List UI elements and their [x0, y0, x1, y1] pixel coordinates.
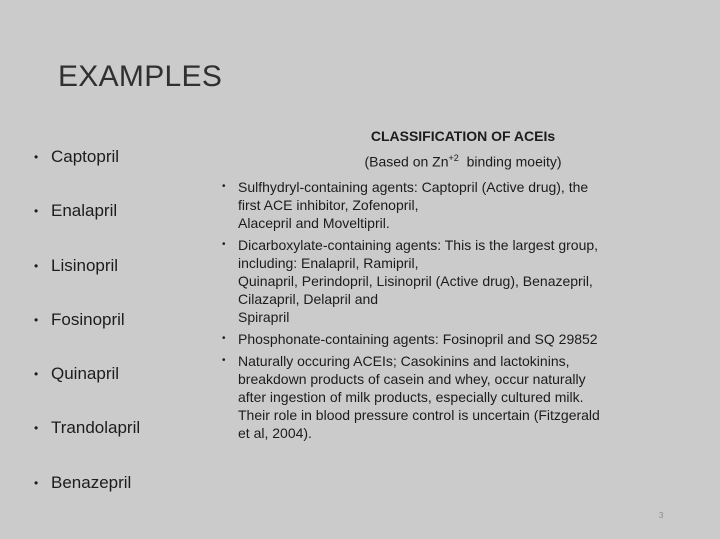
classification-list — [222, 178, 692, 446]
classification-line: et al, 2004). — [238, 425, 312, 441]
list-item — [34, 145, 140, 199]
examples-list — [34, 145, 140, 525]
list-item — [34, 416, 140, 470]
classification-line: after ingestion of milk products, especially cultured milk. — [238, 389, 584, 405]
bullet-icon: • — [34, 204, 39, 219]
classification-line: Sulfhydryl-containing agents: Captopril (Active drug), the — [238, 179, 589, 195]
classification-line: first ACE inhibitor, Zofenopril, — [238, 197, 419, 213]
bullet-icon: • — [34, 312, 39, 327]
classification-line: Quinapril, Perindopril, Lisinopril (Active drug), Benazepril, — [238, 273, 593, 289]
subtitle-prefix: (Based on Zn — [364, 153, 449, 170]
list-item — [34, 254, 140, 308]
slide-title: EXAMPLES — [58, 60, 223, 93]
list-item-label: Benazepril — [51, 472, 132, 492]
classification-line: Dicarboxylate-containing agents: This is the largest group, — [238, 237, 599, 253]
bullet-icon: • — [34, 421, 39, 436]
list-item-label: Fosinopril — [51, 309, 125, 329]
classification-line: Cilazapril, Delapril and — [238, 291, 379, 307]
list-item-label: Quinapril — [51, 364, 120, 384]
classification-item — [222, 178, 692, 232]
list-item — [34, 362, 140, 416]
bullet-icon: • — [34, 258, 39, 273]
classification-title: CLASSIFICATION OF ACEIs — [370, 128, 556, 144]
bullet-icon: • — [222, 239, 226, 250]
classification-line: Their role in blood pressure control is uncertain (Fitzgerald — [238, 407, 600, 423]
classification-line: Naturally occuring ACEIs; Casokinins and lactokinins, — [238, 353, 570, 369]
classification-line: Phosphonate-containing agents: Fosinopril and SQ 29852 — [238, 331, 598, 347]
bullet-icon: • — [34, 367, 39, 382]
page-number: 3 — [659, 511, 664, 520]
list-item-label: Trandolapril — [51, 418, 141, 438]
classification-line: Spirapril — [238, 309, 290, 325]
list-item — [34, 199, 140, 253]
list-item-label: Lisinopril — [51, 255, 119, 275]
bullet-icon: • — [222, 181, 226, 192]
classification-subtitle — [226, 153, 700, 170]
list-item — [34, 308, 140, 362]
bullet-icon: • — [222, 333, 226, 344]
list-item-label: Enalapril — [51, 201, 118, 221]
classification-line: including: Enalapril, Ramipril, — [238, 255, 419, 271]
bullet-icon: • — [34, 475, 39, 490]
bullet-icon: • — [34, 150, 39, 164]
classification-item — [222, 330, 692, 348]
classification-item — [222, 236, 692, 326]
subtitle-superscript: +2 — [448, 153, 459, 163]
list-item — [34, 471, 140, 525]
classification-item — [222, 352, 692, 442]
subtitle-suffix: binding moeity) — [458, 153, 562, 170]
list-item-label: Captopril — [51, 147, 120, 166]
classification-line: Alacepril and Moveltipril. — [238, 215, 390, 231]
classification-line: breakdown products of casein and whey, occur naturally — [238, 371, 586, 387]
bullet-icon: • — [222, 355, 226, 366]
